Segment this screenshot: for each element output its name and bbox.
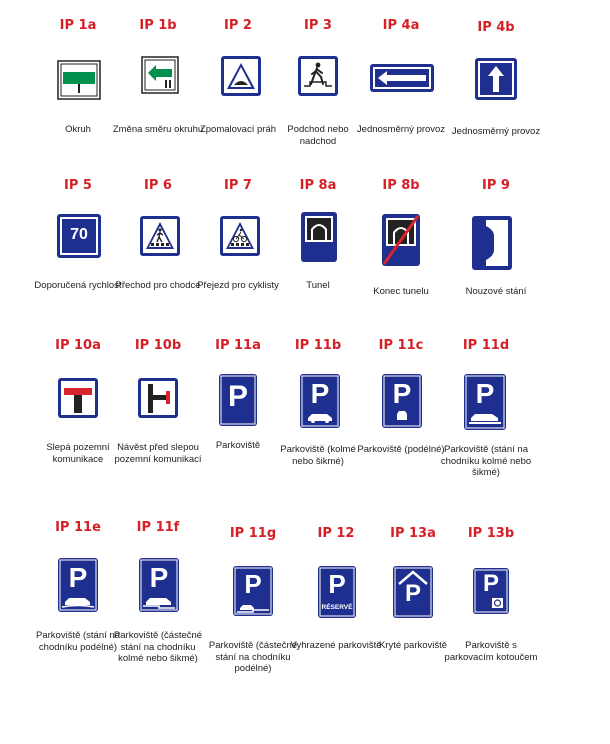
sign-code: IP 3 bbox=[304, 18, 332, 33]
sign-label: Jednosměrný provoz bbox=[356, 124, 446, 135]
sign-code: IP 11f bbox=[136, 520, 180, 535]
parking-sign-icon bbox=[219, 374, 257, 426]
parking-letter: P bbox=[149, 562, 169, 593]
sign-label: Přechod pro chodce bbox=[115, 280, 201, 291]
sign-code: IP 4b bbox=[477, 20, 515, 35]
parking-letter: P bbox=[482, 570, 499, 597]
sign-label: Parkoviště (stání na chodníku kolmé nebo šikmé) bbox=[440, 444, 532, 478]
parking-perpendicular-sign-icon bbox=[300, 374, 340, 428]
covered-parking-sign-icon bbox=[393, 566, 433, 618]
sign-code: IP 6 bbox=[144, 178, 172, 193]
sign-label: Parkoviště s parkovacím kotoučem bbox=[444, 640, 538, 663]
sign-code: IP 9 bbox=[482, 178, 510, 193]
sign-code: IP 13a bbox=[390, 526, 436, 541]
sign-code: IP 11c bbox=[378, 338, 424, 353]
one-way-horizontal-sign-icon bbox=[370, 64, 434, 92]
sign-label: Vyhrazené parkoviště bbox=[290, 640, 382, 651]
sign-code: IP 11b bbox=[294, 338, 342, 353]
parking-partial-sidewalk-parallel-sign-icon bbox=[233, 566, 273, 616]
speed-value: 70 bbox=[70, 226, 88, 243]
dead-end-ahead-sign-icon bbox=[138, 378, 178, 418]
sign-label: Slepá pozemní komunikace bbox=[46, 442, 110, 465]
speed-bump-sign-icon bbox=[221, 56, 261, 96]
end-of-tunnel-sign-icon bbox=[382, 214, 420, 266]
sign-code: IP 11e bbox=[55, 520, 101, 535]
emergency-stopping-sign-icon bbox=[472, 216, 512, 270]
sign-label: Parkoviště (podélné) bbox=[357, 444, 445, 455]
parking-sidewalk-perpendicular-sign-icon bbox=[464, 374, 506, 430]
sign-label: Parkoviště (částečné stání na chodníku kolmé nebo šikmé) bbox=[113, 630, 203, 664]
sign-code: IP 2 bbox=[224, 18, 252, 33]
sign-code: IP 1b bbox=[139, 18, 177, 33]
sign-label: Parkoviště (částečné stání na chodníku podélné) bbox=[208, 640, 298, 674]
parking-letter: P bbox=[392, 378, 412, 409]
sign-label: Jednosměrný provoz bbox=[451, 126, 541, 137]
sign-code: IP 7 bbox=[224, 178, 252, 193]
parking-disc-sign-icon bbox=[473, 568, 509, 614]
pedestrian-crossing-sign-icon bbox=[140, 216, 180, 256]
sign-code: IP 11a bbox=[215, 338, 261, 353]
sign-code: IP 13b bbox=[467, 526, 515, 541]
sign-label: Parkoviště bbox=[215, 440, 261, 451]
parking-letter: P bbox=[244, 569, 262, 599]
parking-sidewalk-parallel-sign-icon bbox=[58, 558, 98, 612]
sign-label: Nouzové stání bbox=[465, 286, 527, 297]
reserved-text: RÉSERVÉ bbox=[321, 604, 353, 611]
sign-label: Parkoviště (kolmé nebo šikmé) bbox=[280, 444, 356, 467]
sign-label: Podchod nebo nadchod bbox=[287, 124, 349, 147]
sign-label: Změna směru okruhu bbox=[112, 124, 204, 135]
cyclist-crossing-sign-icon bbox=[220, 216, 260, 256]
one-way-vertical-sign-icon bbox=[475, 58, 517, 100]
sign-label: Kryté parkoviště bbox=[378, 640, 448, 651]
sign-label: Okruh bbox=[65, 124, 91, 135]
sign-code: IP 4a bbox=[382, 18, 420, 33]
parking-letter: P bbox=[227, 380, 248, 413]
sign-label: Konec tunelu bbox=[373, 286, 429, 297]
sign-code: IP 11d bbox=[462, 338, 510, 353]
parking-letter: P bbox=[328, 569, 346, 599]
ring-road-sign-icon bbox=[57, 60, 101, 100]
ring-road-direction-change-sign-icon bbox=[141, 56, 179, 94]
sign-label: Tunel bbox=[306, 280, 330, 291]
sign-code: IP 12 bbox=[317, 526, 355, 541]
parking-letter: P bbox=[310, 378, 330, 409]
sign-code: IP 5 bbox=[64, 178, 92, 193]
sign-code: IP 11g bbox=[229, 526, 277, 541]
parking-letter: P bbox=[68, 562, 88, 593]
parking-parallel-sign-icon bbox=[382, 374, 422, 428]
dead-end-sign-icon bbox=[58, 378, 98, 418]
parking-partial-sidewalk-perpendicular-sign-icon bbox=[139, 558, 179, 612]
sign-label: Doporučená rychlost bbox=[34, 280, 122, 291]
parking-letter: P bbox=[475, 378, 495, 409]
sign-code: IP 8a bbox=[299, 178, 337, 193]
sign-code: IP 8b bbox=[382, 178, 420, 193]
sign-label: Návěst před slepou pozemní komunikací bbox=[114, 442, 202, 465]
sign-code: IP 10b bbox=[134, 338, 182, 353]
parking-letter: P bbox=[404, 580, 421, 607]
underpass-overpass-sign-icon bbox=[298, 56, 338, 96]
tunnel-sign-icon bbox=[301, 212, 337, 262]
sign-label: Parkoviště (stání na chodníku podélné) bbox=[36, 630, 120, 653]
recommended-speed-sign-icon bbox=[57, 214, 101, 258]
reserved-parking-sign-icon bbox=[318, 566, 356, 618]
sign-label: Přejezd pro cyklisty bbox=[197, 280, 279, 291]
sign-code: IP 10a bbox=[55, 338, 101, 353]
sign-label: Zpomalovací práh bbox=[199, 124, 277, 135]
sign-code: IP 1a bbox=[59, 18, 97, 33]
